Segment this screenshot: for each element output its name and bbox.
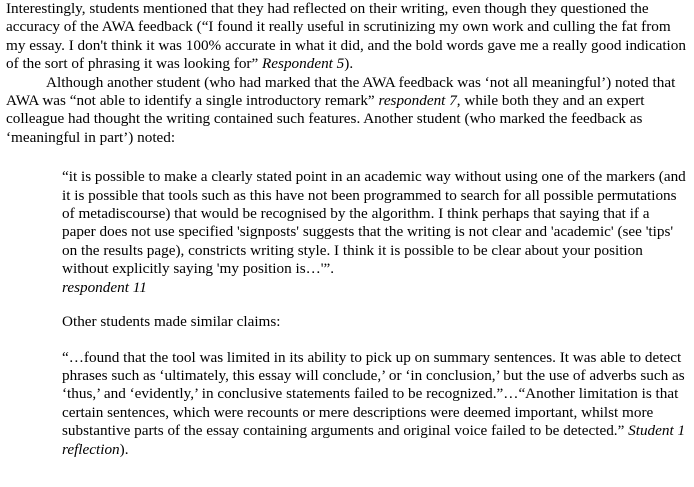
paragraph-1-text: Interestingly, students mentioned that they had reflected on their writing, even though they questioned the accuracy of the AWA feedback (“I found it really useful in scrutinizing my own work and culling the fat from my essay. I don't think it was 100% accurate in what it did, and the bold words gave me a really good indication of the sort of phrasing it was looking for” (6, 0, 686, 73)
paragraph-interestingly (6, 0, 690, 74)
citation-respondent-7: respondent 7 (378, 92, 457, 110)
citation-respondent-5: Respondent 5 (262, 55, 345, 73)
paragraph-1-end: ). (344, 55, 354, 73)
paragraph-2-text-b: , while both they and an expert colleague had thought the writing contained such features. Another student (who marked the feedback as ‘meaningful in part’) noted: (6, 92, 645, 146)
quote-2-body (62, 349, 686, 459)
block-quote-student-1 (62, 349, 686, 459)
paragraph-2-text-a: Although another student (who had marked that the AWA feedback was ‘not all meaningful’) noted that AWA was “not able to identify a single introductory remark” (6, 73, 676, 110)
block-quote-respondent-11 (62, 168, 686, 297)
quote-1-text: “it is possible to make a clearly stated point in an academic way without using one of the markers (and it is possible that tools such as this have not been programmed to search for all possible permutations of metadiscourse) that would be recognised by the algorithm. I think perhaps that saying that if a paper does not use specified 'signposts' suggests that the writing is not clear and 'academic' (see 'tips' on the results page), constricts writing style. I think it is possible to be clear about your position without explicitly saying 'my position is…'”. (62, 168, 686, 278)
document-page (6, 0, 690, 459)
paragraph-although (6, 74, 690, 148)
quote-2-end: ). (119, 440, 129, 458)
other-students-line (62, 313, 686, 331)
citation-respondent-11: respondent 11 (62, 278, 147, 296)
quote-2-text: “…found that the tool was limited in its ability to pick up on summary sentences. It was able to detect phrases such as ‘ultimately, this essay will conclude,’ or ‘in conclusion,’ but the use of adverbs such as ‘thus,’ and ‘evidently,’ in conclusive statements failed to be recognized.”…“Another limitation is that certain sentences, which were recounts or mere descriptions were deemed important, whilst more substantive parts of the essay containing arguments and original voice failed to be detected.” (62, 348, 685, 440)
citation-student-1-reflection: Student 1 reflection (62, 422, 686, 458)
quote-1-body (62, 168, 686, 297)
other-students-text: Other students made similar claims: (62, 313, 281, 331)
